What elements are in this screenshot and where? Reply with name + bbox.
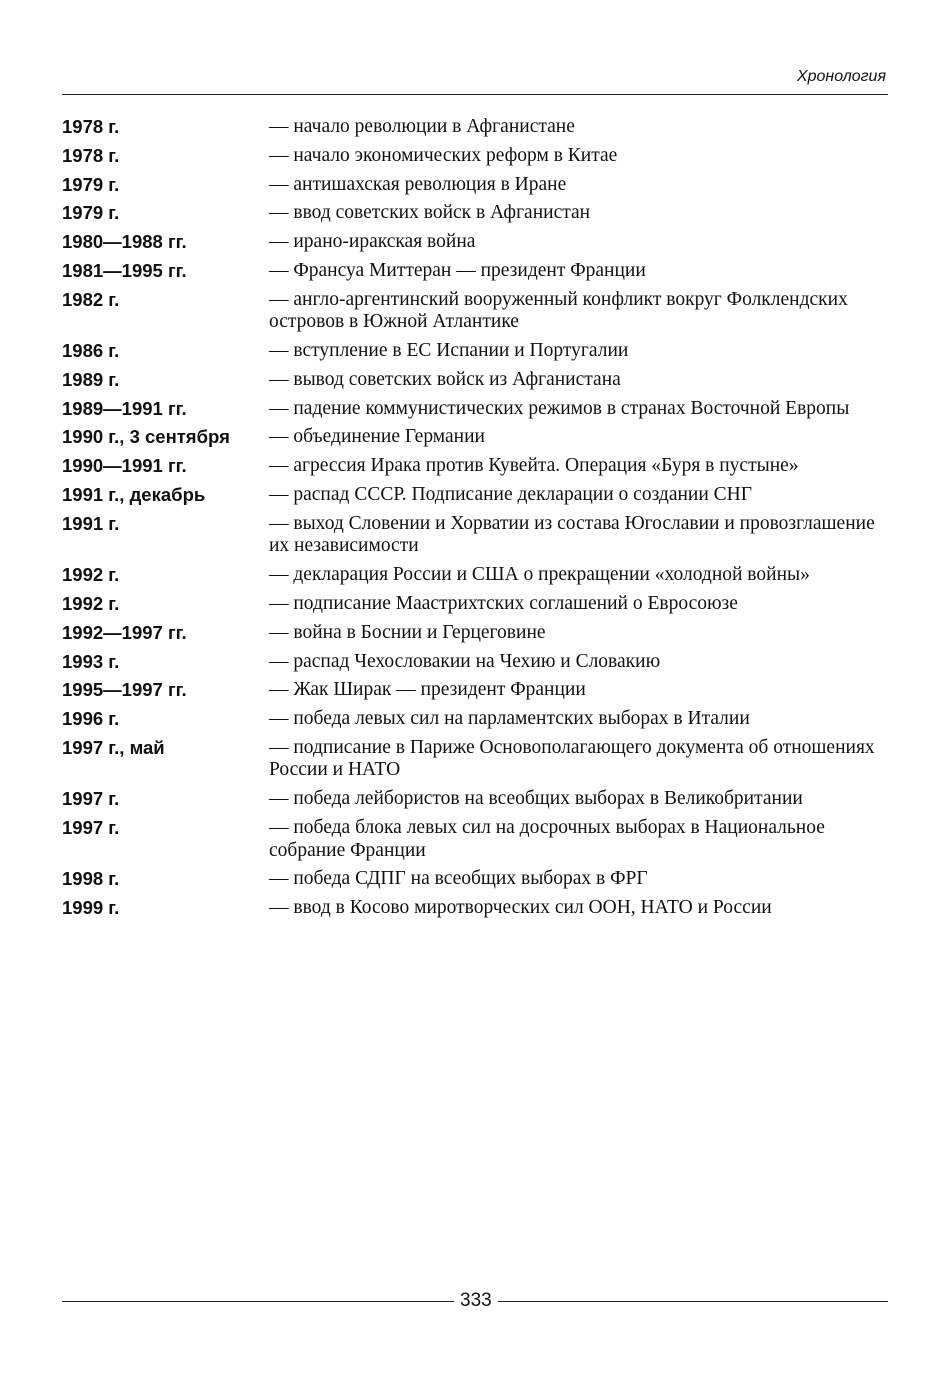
entry-text: — антишахская революция в Иране bbox=[269, 173, 567, 195]
entry-text: — победа лейбористов на всеобщих выборах в Великобритании bbox=[269, 788, 803, 810]
entry-text: — выход Словении и Хорватии из состава Югославии и провозглашение их независимости bbox=[269, 512, 875, 557]
entry-text: — ирано-иракская война bbox=[269, 231, 476, 253]
entry-date: 1990 г., 3 сентября bbox=[62, 426, 230, 448]
entry-text: — агрессия Ирака против Кувейта. Операция «Буря в пустыне» bbox=[269, 455, 799, 477]
entry-text: — декларация России и США о прекращении «холодной войны» bbox=[269, 564, 810, 586]
chronology-entry bbox=[62, 676, 888, 705]
chronology-entry bbox=[62, 366, 888, 395]
entry-text: — Франсуа Миттеран — президент Франции bbox=[269, 259, 646, 281]
entry-text: — начало экономических реформ в Китае bbox=[269, 144, 618, 166]
entry-text: — объединение Германии bbox=[269, 426, 485, 448]
chronology-entry bbox=[62, 619, 888, 648]
entry-date: 1992—1997 гг. bbox=[62, 621, 187, 643]
entry-date: 1979 г. bbox=[62, 173, 120, 195]
entry-text: — вывод советских войск из Афганистана bbox=[269, 368, 621, 390]
entry-date: 1991 г., декабрь bbox=[62, 484, 206, 506]
entry-date: 1999 г. bbox=[62, 897, 120, 919]
entry-text: — победа блока левых сил на досрочных выборах в Национальное собрание Франции bbox=[269, 817, 825, 861]
chronology-entry bbox=[62, 648, 888, 677]
entry-date: 1979 г. bbox=[62, 202, 120, 224]
entry-date: 1991 г. bbox=[62, 512, 120, 534]
chronology-entry bbox=[62, 785, 888, 814]
chronology-entry bbox=[62, 865, 888, 894]
entry-text: — война в Боснии и Герцеговине bbox=[269, 621, 546, 643]
chronology-entry bbox=[62, 814, 888, 865]
chronology-entry bbox=[62, 337, 888, 366]
entry-date: 1978 г. bbox=[62, 144, 120, 166]
chronology-entry bbox=[62, 590, 888, 619]
entry-date: 1995—1997 гг. bbox=[62, 679, 187, 701]
entry-date: 1989 г. bbox=[62, 368, 120, 390]
entry-date: 1992 г. bbox=[62, 592, 120, 614]
page-footer bbox=[62, 1290, 888, 1312]
chronology-entry bbox=[62, 171, 888, 200]
running-head-title: Хронология bbox=[796, 68, 886, 85]
entry-text: — распад Чехословакии на Чехию и Словакию bbox=[269, 650, 661, 672]
entry-date: 1986 г. bbox=[62, 340, 120, 362]
chronology-entry bbox=[62, 481, 888, 510]
entry-date: 1989—1991 гг. bbox=[62, 397, 187, 419]
chronology-entry bbox=[62, 395, 888, 424]
chronology-entry bbox=[62, 199, 888, 228]
entry-text: — Жак Ширак — президент Франции bbox=[269, 679, 586, 701]
chronology-entry bbox=[62, 228, 888, 257]
entry-text: — победа СДПГ на всеобщих выборах в ФРГ bbox=[269, 868, 648, 890]
entry-text: — вступление в ЕС Испании и Португалии bbox=[269, 340, 629, 362]
chronology-entry bbox=[62, 734, 888, 785]
entry-text: — падение коммунистических режимов в странах Восточной Европы bbox=[269, 397, 850, 419]
chronology-entry bbox=[62, 257, 888, 286]
chronology-entry bbox=[62, 286, 888, 337]
chronology-entry bbox=[62, 452, 888, 481]
chronology-entry bbox=[62, 894, 888, 923]
page-number: 333 bbox=[460, 1290, 492, 1311]
footer-rule-right bbox=[498, 1301, 888, 1302]
chronology-entry bbox=[62, 423, 888, 452]
entry-date: 1996 г. bbox=[62, 708, 120, 730]
entry-date: 1997 г. bbox=[62, 788, 120, 810]
entry-date: 1981—1995 гг. bbox=[62, 259, 187, 281]
entry-text: — подписание в Париже Основополагающего документа об отношениях России и НАТО bbox=[269, 736, 875, 781]
entry-date: 1980—1988 гг. bbox=[62, 231, 187, 253]
entry-text: — победа левых сил на парламентских выборах в Италии bbox=[269, 708, 750, 730]
entry-date: 1978 г. bbox=[62, 116, 120, 137]
chronology-entry bbox=[62, 142, 888, 171]
chronology-entry bbox=[62, 113, 888, 142]
entry-date: 1998 г. bbox=[62, 868, 120, 890]
entry-date: 1982 г. bbox=[62, 288, 120, 310]
header-divider bbox=[62, 94, 888, 95]
chronology-entry bbox=[62, 705, 888, 734]
entry-text: — начало революции в Афганистане bbox=[269, 116, 575, 137]
entry-date: 1990—1991 гг. bbox=[62, 455, 187, 477]
chronology-list bbox=[62, 113, 888, 923]
entry-text: — ввод в Косово миротворческих сил ООН, НАТО и России bbox=[269, 897, 772, 919]
entry-date: 1993 г. bbox=[62, 650, 120, 672]
entry-text: — подписание Маастрихтских соглашений о Евросоюзе bbox=[269, 592, 738, 614]
chronology-entry bbox=[62, 561, 888, 590]
entry-date: 1992 г. bbox=[62, 564, 120, 586]
chronology-entry bbox=[62, 510, 888, 561]
entry-text: — ввод советских войск в Афганистан bbox=[269, 202, 591, 224]
entry-date: 1997 г. bbox=[62, 817, 120, 839]
footer-rule-left bbox=[62, 1301, 454, 1302]
entry-date: 1997 г., май bbox=[62, 736, 165, 758]
entry-text: — англо-аргентинский вооруженный конфликт вокруг Фолклендских островов в Южной Атлантике bbox=[269, 288, 848, 333]
entry-text: — распад СССР. Подписание декларации о создании СНГ bbox=[269, 484, 753, 506]
